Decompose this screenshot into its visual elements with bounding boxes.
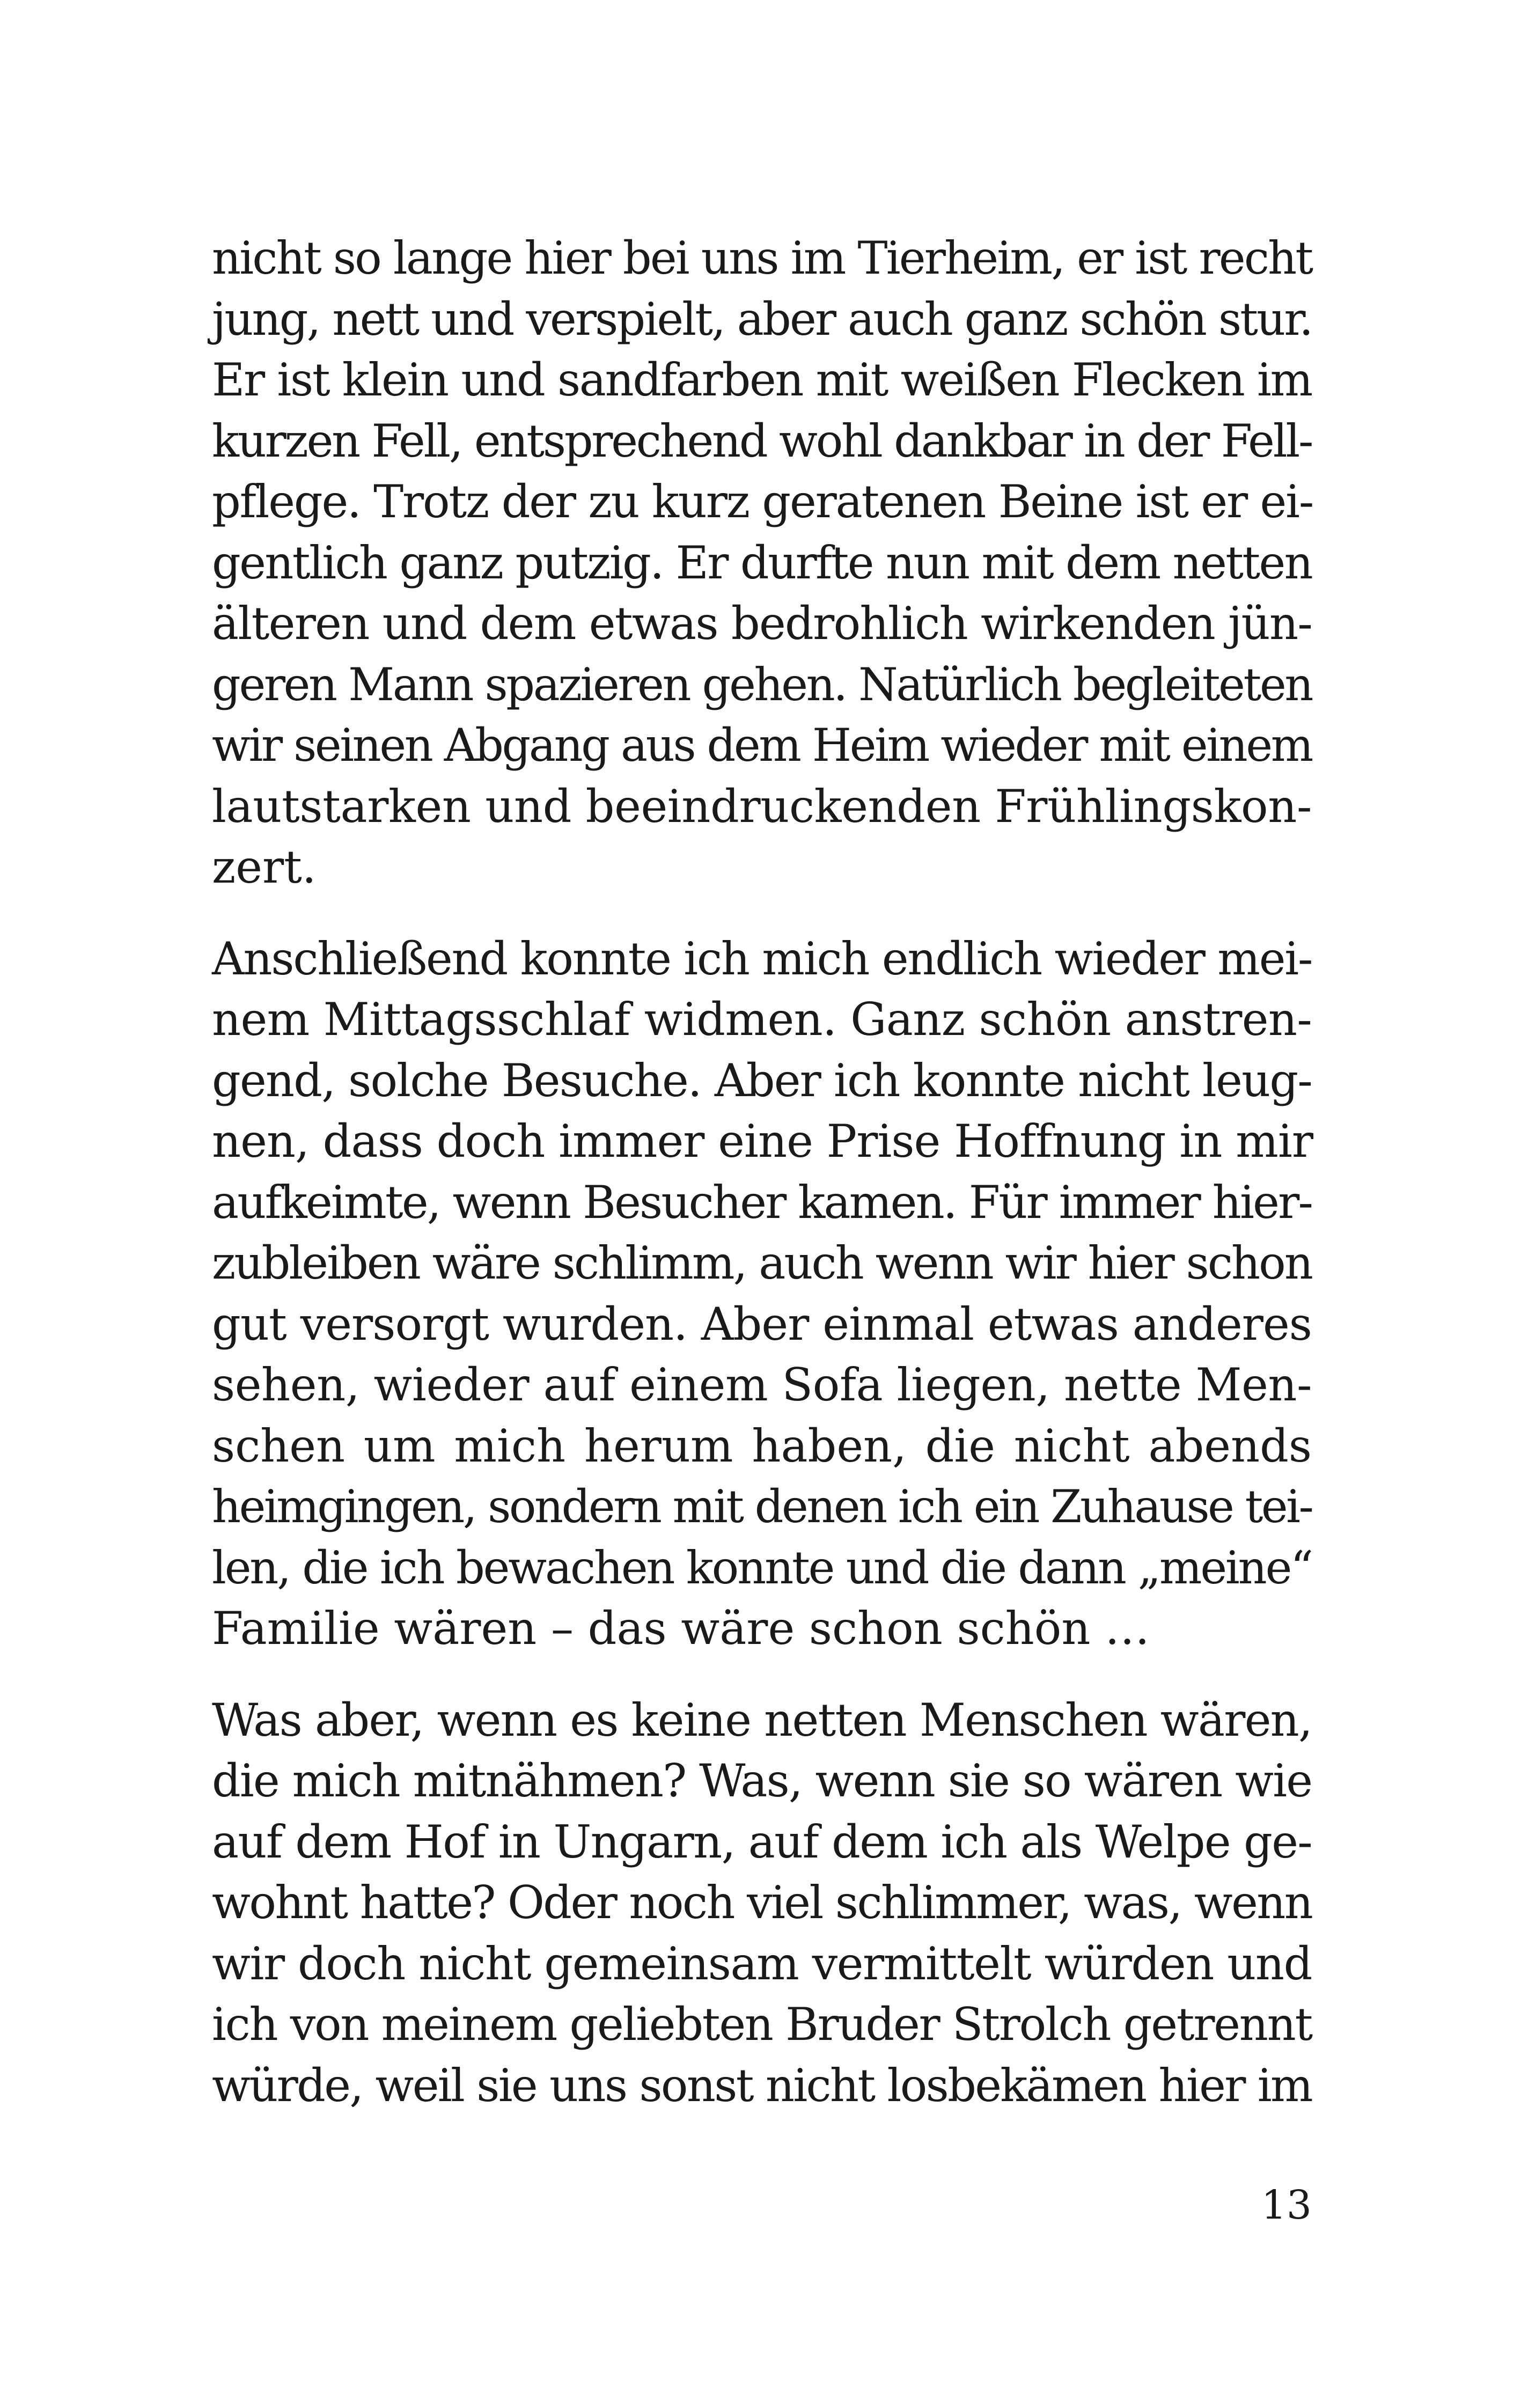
text-line: Er ist klein und sandfarben mit weißen Flecken im (212, 354, 1312, 406)
text-line: zert. (212, 841, 317, 893)
text-line: lautstarken und beeindruckenden Frühlingskon- (212, 780, 1312, 833)
text-line: Anschließend konnte ich mich endlich wieder mei- (212, 932, 1312, 985)
text-line: älteren und dem etwas bedrohlich wirkenden jün- (212, 597, 1312, 650)
text-line: wir doch nicht gemeinsam vermittelt würden und (212, 1937, 1312, 1990)
text-line: gend, solche Besuche. Aber ich konnte nicht leug- (212, 1054, 1312, 1107)
paragraph-3 (212, 1690, 1312, 2117)
text-line: gentlich ganz putzig. Er durfte nun mit dem netten (212, 536, 1312, 589)
text-line: auf dem Hof in Ungarn, auf dem ich als Welpe ge- (212, 1815, 1312, 1868)
text-line: geren Mann spazieren gehen. Natürlich begleiteten (212, 658, 1312, 711)
paragraph-2 (212, 929, 1312, 1660)
text-line: würde, weil sie uns sonst nicht losbekämen hier im (212, 2059, 1312, 2112)
text-line: schen um mich herum haben, die nicht abends (212, 1419, 1312, 1472)
text-line: nicht so lange hier bei uns im Tierheim, er ist recht (212, 232, 1312, 284)
text-line: zubleiben wäre schlimm, auch wenn wir hier schon (212, 1237, 1312, 1289)
text-line: gut versorgt wurden. Aber einmal etwas anderes (212, 1297, 1312, 1350)
text-line: nen, dass doch immer eine Prise Hoffnung in mir (212, 1115, 1313, 1168)
text-line: sehen, wieder auf einem Sofa liegen, nette Men- (212, 1359, 1312, 1411)
text-line: wir seinen Abgang aus dem Heim wieder mit einem (212, 719, 1312, 772)
text-line: kurzen Fell, entsprechend wohl dankbar in der Fell- (212, 414, 1312, 467)
text-line: die mich mitnähmen? Was, wenn sie so wären wie (212, 1754, 1312, 1807)
text-line: aufkeimte, wenn Besucher kamen. Für immer hier- (212, 1176, 1312, 1229)
text-line: heimgingen, sondern mit denen ich ein Zuhause tei- (212, 1480, 1312, 1533)
text-line: len, die ich bewachen konnte und die dann „meine“ (212, 1541, 1312, 1594)
text-line: Was aber, wenn es keine netten Menschen wären, (212, 1693, 1312, 1746)
text-line: ich von meinem geliebten Bruder Strolch getrennt (212, 1998, 1312, 2051)
text-line: nem Mittagsschlaf widmen. Ganz schön anstren- (212, 993, 1312, 1046)
page-number: 13 (1261, 2182, 1312, 2228)
text-line: Familie wären – das wäre schon schön … (212, 1602, 1150, 1655)
body-text (212, 228, 1312, 2116)
text-line: wohnt hatte? Oder noch viel schlimmer, was, wenn (212, 1876, 1312, 1929)
paragraph-1 (212, 228, 1312, 898)
text-line: jung, nett und verspielt, aber auch ganz schön stur. (212, 292, 1312, 346)
text-line: pflege. Trotz der zu kurz geratenen Beine ist er ei- (212, 475, 1313, 528)
